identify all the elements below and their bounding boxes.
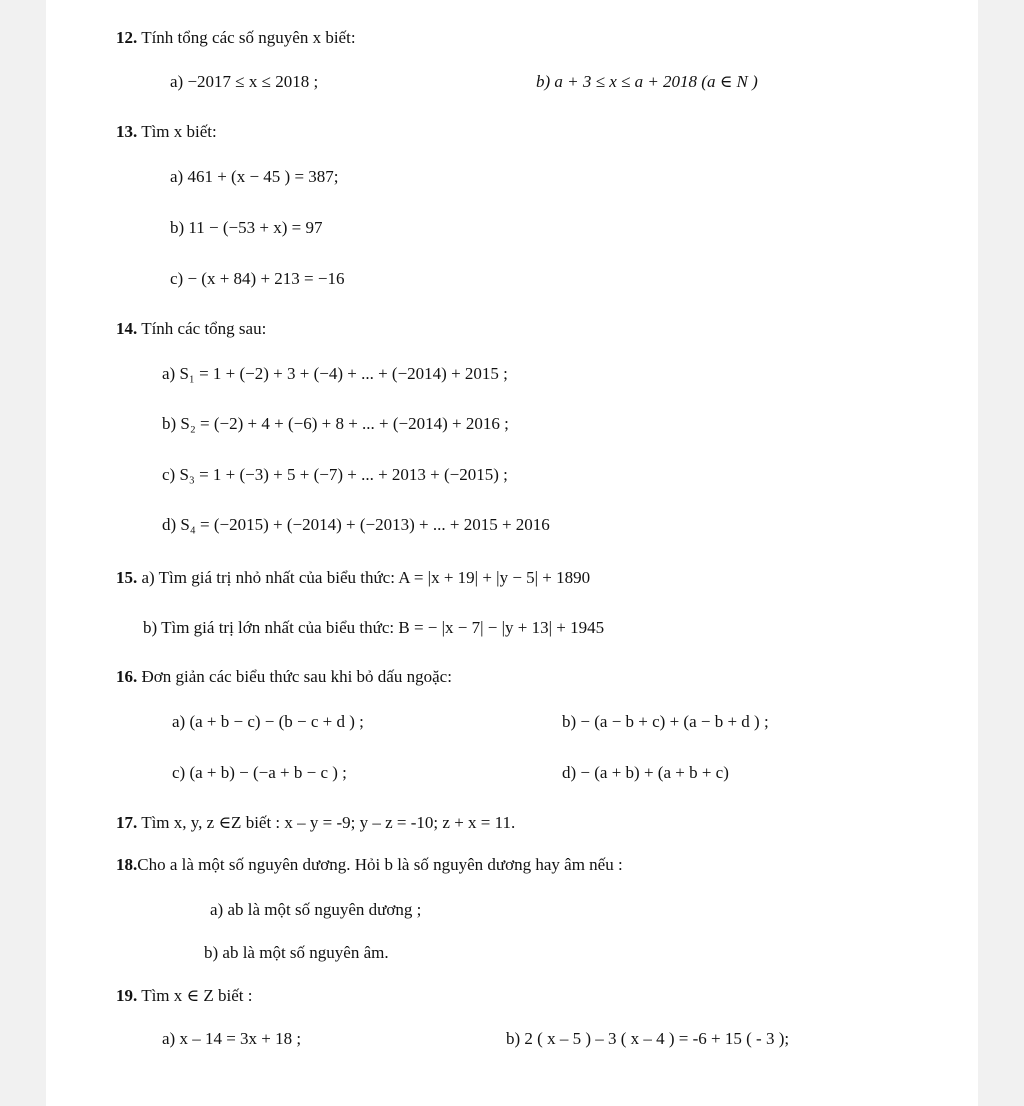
question-text: Tính các tổng sau: bbox=[141, 319, 267, 338]
q15-part-b: b) Tìm giá trị lớn nhất của biểu thức: B = − |x − 7| − |y + 13| + 1945 bbox=[143, 618, 605, 637]
question-18 bbox=[116, 855, 623, 875]
question-number: 16. bbox=[116, 667, 138, 686]
question-text: Tính tổng các số nguyên x biết: bbox=[141, 28, 356, 47]
q13-part-c: c) − (x + 84) + 213 = −16 bbox=[170, 269, 345, 288]
question-text: Cho a là một số nguyên dương. Hỏi b là số nguyên dương hay âm nếu : bbox=[137, 855, 623, 874]
q16-part-b: b) − (a − b + c) + (a − b + d ) ; bbox=[562, 712, 769, 731]
q16-part-d: d) − (a + b) + (a + b + c) bbox=[562, 763, 729, 782]
question-16 bbox=[116, 667, 452, 687]
question-number: 12. bbox=[116, 28, 138, 47]
q12-part-b: b) a + 3 ≤ x ≤ a + 2018 (a ∈ N ) bbox=[536, 72, 758, 91]
question-15 bbox=[116, 568, 590, 588]
question-text: Tìm x biết: bbox=[141, 122, 217, 141]
question-number: 15. bbox=[116, 568, 138, 587]
question-number: 17. bbox=[116, 813, 138, 832]
q19-part-a: a) x – 14 = 3x + 18 ; bbox=[162, 1029, 302, 1048]
q16-part-c: c) (a + b) − (−a + b − c ) ; bbox=[172, 763, 347, 782]
question-text: Đơn giản các biểu thức sau khi bỏ dấu ngoặc: bbox=[141, 667, 452, 686]
q14-part-b: b) S₂ = (−2) + 4 + (−6) + 8 + ... + (−2014) + 2016 ; bbox=[162, 414, 509, 433]
question-text: Tìm x, y, z ∈Z biết : x – y = -9; y – z = -10; z + x = 11. bbox=[141, 813, 516, 832]
q18-part-b: b) ab là một số nguyên âm. bbox=[204, 943, 389, 962]
question-17 bbox=[116, 813, 515, 833]
q14-part-c: c) S₃ = 1 + (−3) + 5 + (−7) + ... + 2013 + (−2015) ; bbox=[162, 465, 508, 484]
question-14 bbox=[116, 319, 266, 339]
question-text: Tìm x ∈ Z biết : bbox=[141, 986, 253, 1005]
question-19 bbox=[116, 986, 252, 1006]
q18-part-a: a) ab là một số nguyên dương ; bbox=[210, 900, 422, 919]
question-number: 19. bbox=[116, 986, 138, 1005]
document-page bbox=[46, 0, 978, 1106]
q12-part-a: a) −2017 ≤ x ≤ 2018 ; bbox=[170, 72, 319, 91]
question-number: 13. bbox=[116, 122, 138, 141]
q13-part-b: b) 11 − (−53 + x) = 97 bbox=[170, 218, 323, 237]
q19-part-b: b) 2 ( x – 5 ) – 3 ( x – 4 ) = -6 + 15 ( - 3 ); bbox=[506, 1029, 790, 1048]
q16-part-a: a) (a + b − c) − (b − c + d ) ; bbox=[172, 712, 364, 731]
q15-part-a: a) Tìm giá trị nhỏ nhất của biểu thức: A = |x + 19| + |y − 5| + 1890 bbox=[141, 568, 591, 587]
question-number: 18. bbox=[116, 855, 138, 874]
question-12 bbox=[116, 28, 356, 48]
question-number: 14. bbox=[116, 319, 138, 338]
q14-part-a: a) S₁ = 1 + (−2) + 3 + (−4) + ... + (−2014) + 2015 ; bbox=[162, 364, 508, 383]
q14-part-d: d) S₄ = (−2015) + (−2014) + (−2013) + ... + 2015 + 2016 bbox=[162, 515, 550, 534]
q13-part-a: a) 461 + (x − 45 ) = 387; bbox=[170, 167, 339, 186]
question-13 bbox=[116, 122, 217, 142]
